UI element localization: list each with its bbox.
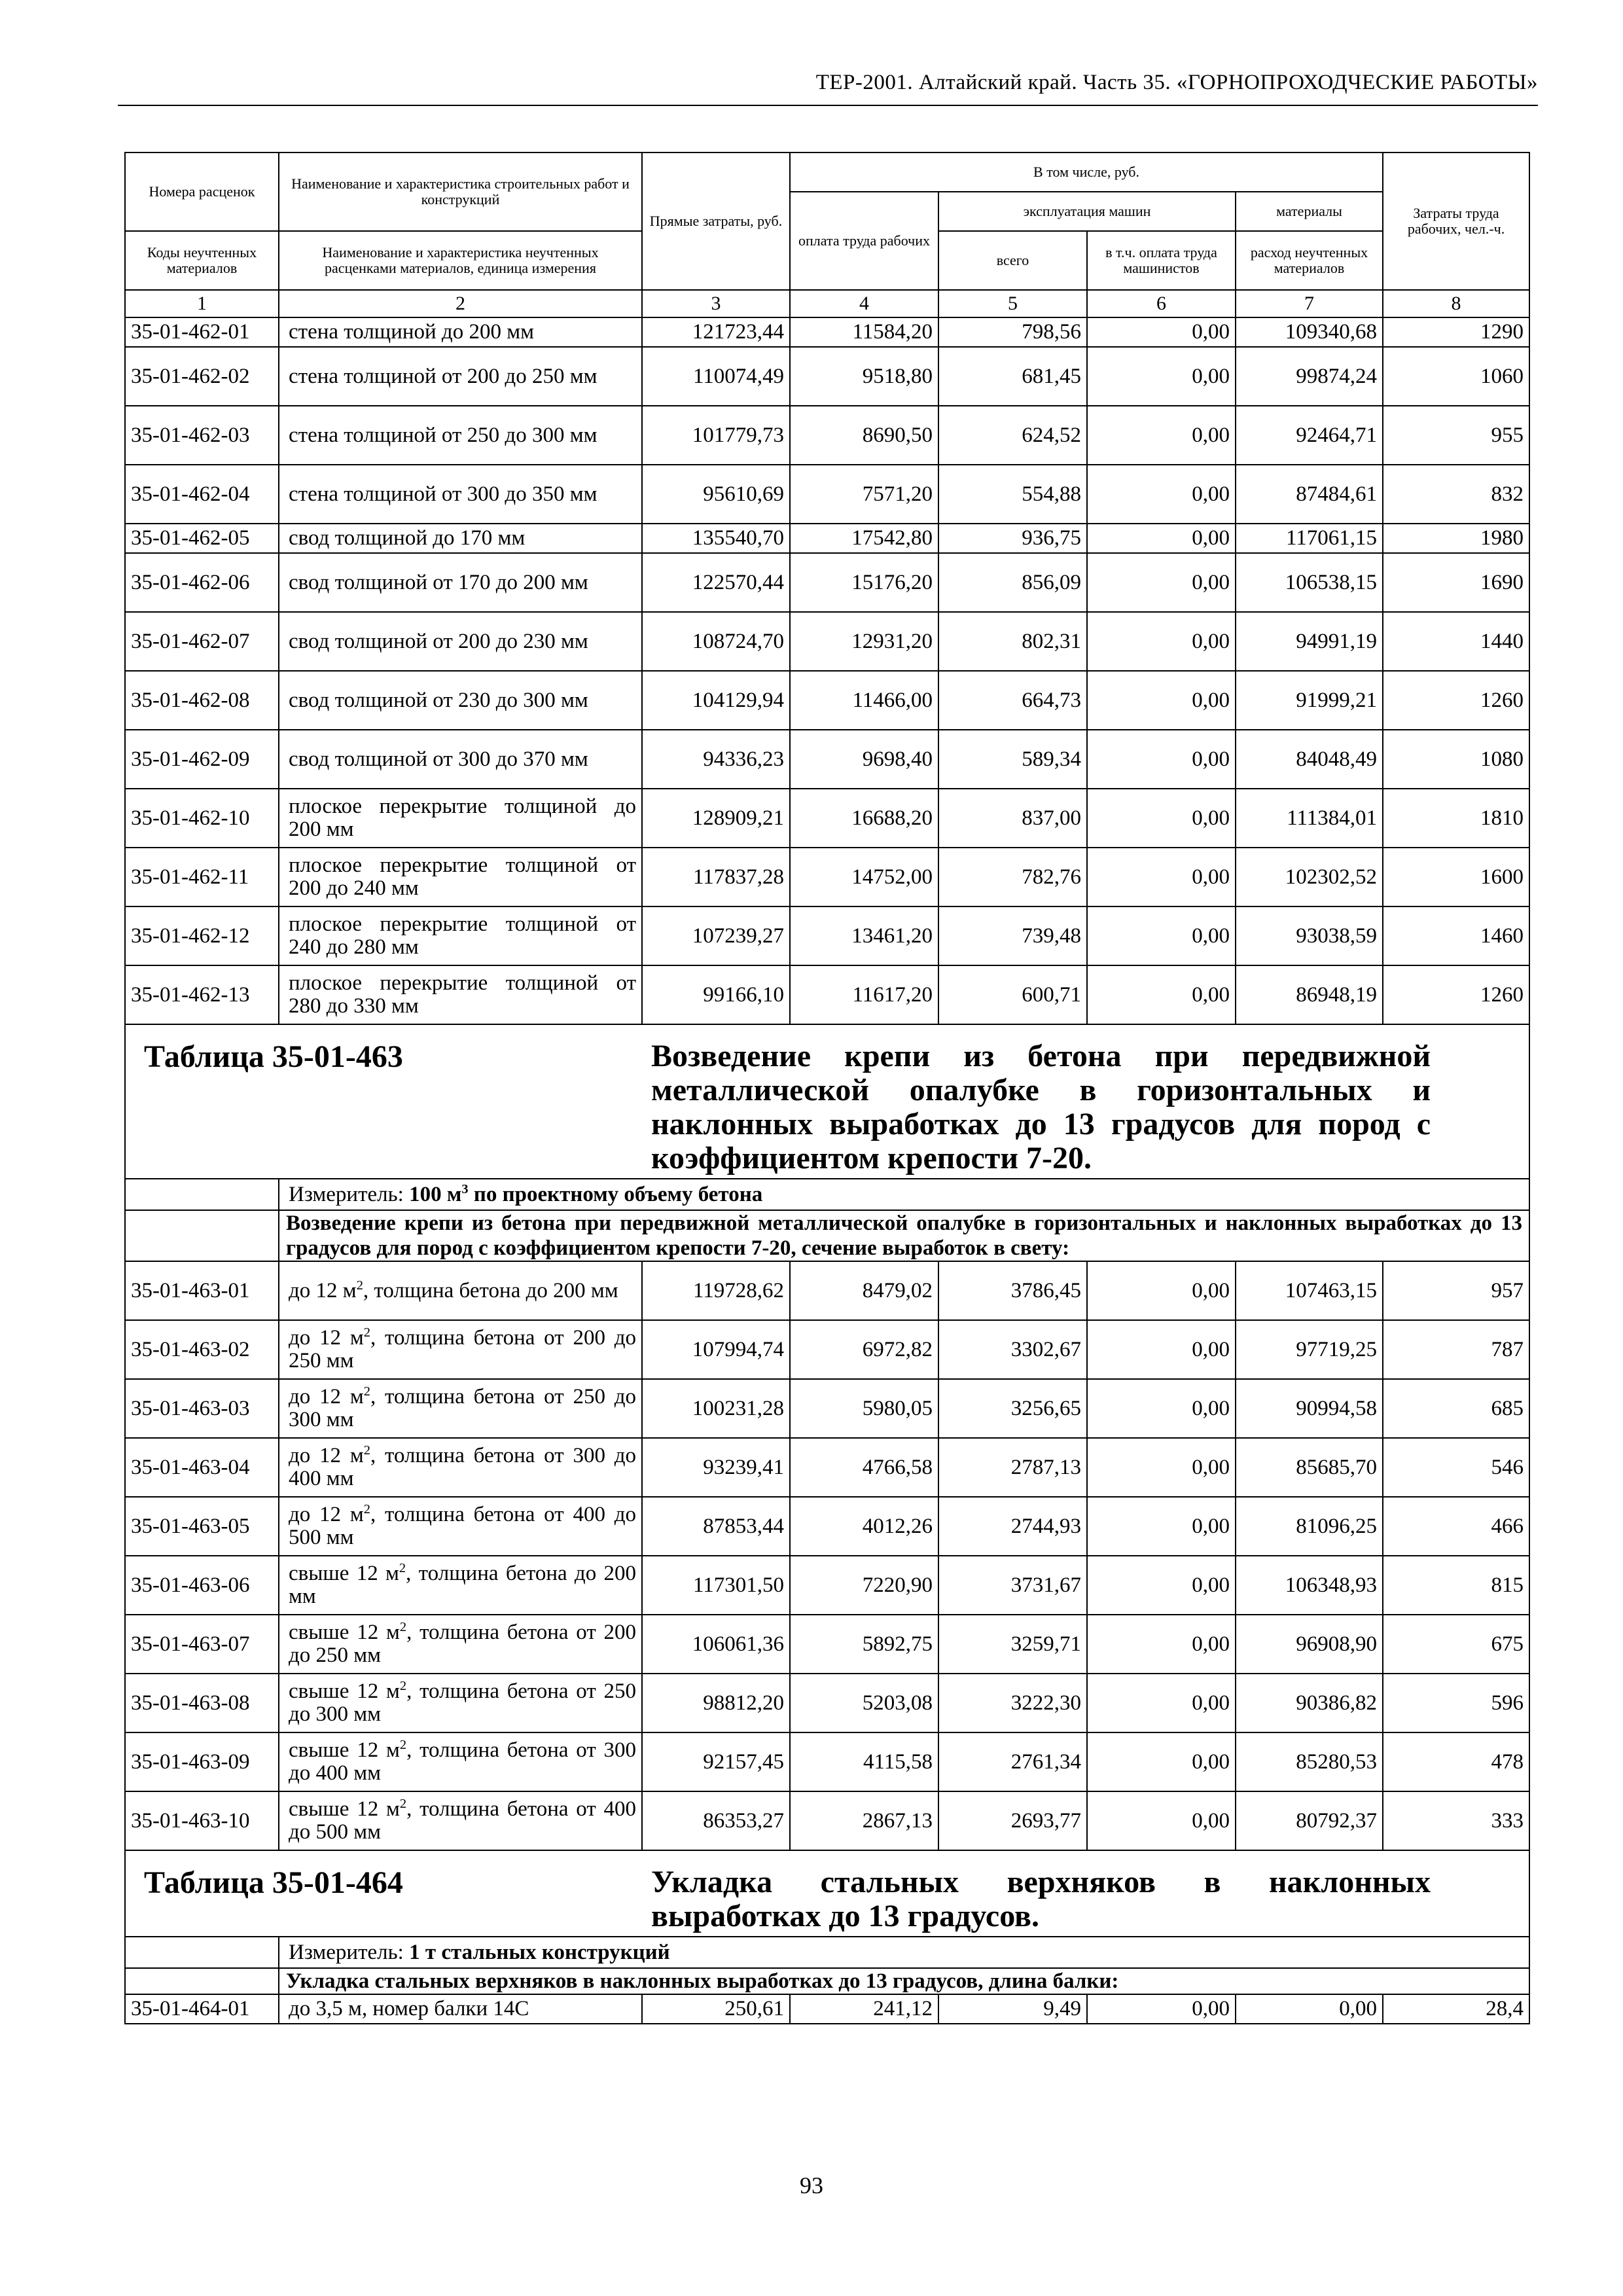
machines-cost: 681,45 (938, 347, 1087, 406)
machinists-cost: 0,00 (1087, 612, 1236, 671)
machines-cost: 739,48 (938, 906, 1087, 965)
machinists-cost: 0,00 (1087, 317, 1236, 347)
table-463-description: Возведение крепи из бетона при передвижной металлической опалубке в горизонтальных и наклонных выработках до 13 градусов для пород с коэффициентом крепости 7-20. (651, 1039, 1431, 1175)
machinists-cost: 0,00 (1087, 524, 1236, 553)
labor-cost: 1600 (1383, 848, 1529, 906)
table-row (125, 347, 1529, 406)
rate-name: свод толщиной от 300 до 370 мм (279, 730, 642, 789)
rate-name-part: , толщина бетона от 300 до 400 мм (289, 1444, 636, 1490)
rate-name: свод толщиной от 170 до 200 мм (279, 553, 642, 612)
rate-name-sup: 2 (363, 1384, 370, 1399)
machines-cost: 798,56 (938, 317, 1087, 347)
wages-cost: 11466,00 (790, 671, 938, 730)
machinists-cost: 0,00 (1087, 553, 1236, 612)
col-header-name2: Наименование и характеристика неучтенных расценками материалов, единица измерения (279, 231, 642, 290)
labor-cost: 466 (1383, 1497, 1529, 1556)
rate-name-part: , толщина бетона до 200 мм (363, 1278, 618, 1302)
direct-cost: 100231,28 (642, 1379, 790, 1438)
rate-code: 35-01-463-05 (125, 1497, 279, 1556)
table-row (125, 465, 1529, 524)
wages-cost: 4766,58 (790, 1438, 938, 1497)
col-header-materials: материалы (1236, 192, 1383, 231)
materials-cost: 106348,93 (1236, 1556, 1383, 1615)
col-header-labor: Затраты труда рабочих, чел.-ч. (1383, 152, 1529, 290)
rate-name-part: , толщина бетона от 400 до 500 мм (289, 1797, 636, 1844)
wages-cost: 9518,80 (790, 347, 938, 406)
direct-cost: 98812,20 (642, 1674, 790, 1732)
rate-code: 35-01-462-02 (125, 347, 279, 406)
materials-cost: 91999,21 (1236, 671, 1383, 730)
rate-name: стена толщиной от 300 до 350 мм (279, 465, 642, 524)
wages-cost: 7220,90 (790, 1556, 938, 1615)
table-463-meter-row (125, 1179, 1529, 1210)
wages-cost: 13461,20 (790, 906, 938, 965)
col-header-total: всего (938, 231, 1087, 290)
table-row (125, 406, 1529, 465)
materials-cost: 85685,70 (1236, 1438, 1383, 1497)
labor-cost: 787 (1383, 1320, 1529, 1379)
direct-cost: 93239,41 (642, 1438, 790, 1497)
table-row (125, 1791, 1529, 1850)
direct-cost: 86353,27 (642, 1791, 790, 1850)
rate-name-part: свыше 12 м (289, 1738, 400, 1762)
wages-cost: 4115,58 (790, 1732, 938, 1791)
wages-cost: 16688,20 (790, 789, 938, 848)
column-number: 3 (642, 290, 790, 317)
table-row (125, 671, 1529, 730)
header-rule (118, 105, 1538, 106)
rate-name-sup: 2 (356, 1278, 363, 1293)
rate-code: 35-01-462-08 (125, 671, 279, 730)
col-header-machines: эксплуатация машин (938, 192, 1236, 231)
column-number: 4 (790, 290, 938, 317)
machinists-cost: 0,00 (1087, 406, 1236, 465)
labor-cost: 1810 (1383, 789, 1529, 848)
machines-cost: 3222,30 (938, 1674, 1087, 1732)
direct-cost: 94336,23 (642, 730, 790, 789)
rate-name (279, 1732, 642, 1791)
labor-cost: 955 (1383, 406, 1529, 465)
table-row (125, 524, 1529, 553)
column-number: 7 (1236, 290, 1383, 317)
direct-cost: 92157,45 (642, 1732, 790, 1791)
rate-code: 35-01-462-03 (125, 406, 279, 465)
labor-cost: 333 (1383, 1791, 1529, 1850)
rate-name (279, 1438, 642, 1497)
table-464-meter (279, 1937, 1529, 1968)
wages-cost: 5980,05 (790, 1379, 938, 1438)
materials-cost: 117061,15 (1236, 524, 1383, 553)
direct-cost: 135540,70 (642, 524, 790, 553)
wages-cost: 17542,80 (790, 524, 938, 553)
rate-name: плоское перекрытие толщиной от 240 до 280 мм (279, 906, 642, 965)
machines-cost: 589,34 (938, 730, 1087, 789)
machinists-cost: 0,00 (1087, 1261, 1236, 1320)
rate-code: 35-01-462-04 (125, 465, 279, 524)
direct-cost: 108724,70 (642, 612, 790, 671)
machinists-cost: 0,00 (1087, 730, 1236, 789)
rate-name-part: , толщина бетона от 400 до 500 мм (289, 1503, 636, 1549)
wages-cost: 15176,20 (790, 553, 938, 612)
running-header: ТЕР-2001. Алтайский край. Часть 35. «ГОРНОПРОХОДЧЕСКИЕ РАБОТЫ» (815, 71, 1538, 94)
machines-cost: 2761,34 (938, 1732, 1087, 1791)
machines-cost: 936,75 (938, 524, 1087, 553)
column-numbers-row (125, 290, 1529, 317)
rate-name-sup: 2 (399, 1797, 407, 1811)
rate-name-sup: 2 (399, 1679, 407, 1693)
labor-cost: 1290 (1383, 317, 1529, 347)
machines-cost: 782,76 (938, 848, 1087, 906)
materials-cost: 99874,24 (1236, 347, 1383, 406)
materials-cost: 97719,25 (1236, 1320, 1383, 1379)
machinists-cost: 0,00 (1087, 347, 1236, 406)
labor-cost: 1060 (1383, 347, 1529, 406)
machinists-cost: 0,00 (1087, 671, 1236, 730)
meter-label: Измеритель: (289, 1940, 404, 1964)
direct-cost: 110074,49 (642, 347, 790, 406)
table-463-title: Таблица 35-01-463 (144, 1039, 403, 1074)
materials-cost: 90386,82 (1236, 1674, 1383, 1732)
machines-cost: 624,52 (938, 406, 1087, 465)
labor-cost: 832 (1383, 465, 1529, 524)
meter-label: Измеритель: (289, 1182, 404, 1206)
rate-code: 35-01-462-01 (125, 317, 279, 347)
materials-cost: 93038,59 (1236, 906, 1383, 965)
machines-cost: 3302,67 (938, 1320, 1087, 1379)
meter-value: 1 т стальных конструкций (409, 1940, 670, 1964)
labor-cost: 596 (1383, 1674, 1529, 1732)
machines-cost: 3259,71 (938, 1615, 1087, 1674)
direct-cost: 107239,27 (642, 906, 790, 965)
rate-name-sup: 2 (363, 1502, 370, 1516)
direct-cost: 104129,94 (642, 671, 790, 730)
rate-code: 35-01-463-02 (125, 1320, 279, 1379)
materials-cost: 87484,61 (1236, 465, 1383, 524)
machinists-cost: 0,00 (1087, 1791, 1236, 1850)
direct-cost: 119728,62 (642, 1261, 790, 1320)
labor-cost: 1460 (1383, 906, 1529, 965)
wages-cost: 12931,20 (790, 612, 938, 671)
direct-cost: 117301,50 (642, 1556, 790, 1615)
table-464-title: Таблица 35-01-464 (144, 1865, 403, 1900)
rate-code: 35-01-463-03 (125, 1379, 279, 1438)
machines-cost: 837,00 (938, 789, 1087, 848)
page-number: 93 (800, 2172, 823, 2198)
rate-name: свод толщиной от 230 до 300 мм (279, 671, 642, 730)
wages-cost: 4012,26 (790, 1497, 938, 1556)
rate-name-sup: 2 (399, 1738, 407, 1752)
direct-cost: 128909,21 (642, 789, 790, 848)
meter-value: 100 м (409, 1182, 462, 1206)
machinists-cost: 0,00 (1087, 789, 1236, 848)
materials-cost: 102302,52 (1236, 848, 1383, 906)
table-464-subheading: Укладка стальных верхняков в наклонных выработках до 13 градусов, длина балки: (279, 1968, 1529, 1994)
machines-cost: 3256,65 (938, 1379, 1087, 1438)
wages-cost: 11584,20 (790, 317, 938, 347)
rate-name-part: свыше 12 м (289, 1679, 400, 1703)
rate-name: плоское перекрытие толщиной до 200 мм (279, 789, 642, 848)
table-464-subheading-row (125, 1968, 1529, 1994)
materials-cost: 109340,68 (1236, 317, 1383, 347)
table-463-title-row (125, 1024, 1529, 1179)
rate-name-part: до 12 м (289, 1444, 364, 1467)
rate-name: плоское перекрытие толщиной от 200 до 240 мм (279, 848, 642, 906)
direct-cost: 250,61 (642, 1994, 790, 2024)
rate-code: 35-01-463-04 (125, 1438, 279, 1497)
column-number: 5 (938, 290, 1087, 317)
meter-rest: по проектному объему бетона (468, 1182, 763, 1206)
table-row (125, 1497, 1529, 1556)
machinists-cost: 0,00 (1087, 465, 1236, 524)
machinists-cost: 0,00 (1087, 965, 1236, 1024)
rate-name-sup: 2 (363, 1325, 370, 1340)
table-row (125, 1556, 1529, 1615)
rate-name-part: свыше 12 м (289, 1621, 400, 1644)
rate-code: 35-01-462-13 (125, 965, 279, 1024)
rate-name-sup: 2 (363, 1443, 370, 1458)
rate-name: стена толщиной до 200 мм (279, 317, 642, 347)
rate-name (279, 1556, 642, 1615)
table-row (125, 789, 1529, 848)
machinists-cost: 0,00 (1087, 1497, 1236, 1556)
direct-cost: 107994,74 (642, 1320, 790, 1379)
rate-name (279, 1615, 642, 1674)
machinists-cost: 0,00 (1087, 1994, 1236, 2024)
rate-name: стена толщиной от 200 до 250 мм (279, 347, 642, 406)
table-464-meter-row (125, 1937, 1529, 1968)
machinists-cost: 0,00 (1087, 906, 1236, 965)
table-row (125, 1674, 1529, 1732)
machines-cost: 3786,45 (938, 1261, 1087, 1320)
rate-name-sup: 2 (399, 1620, 407, 1634)
labor-cost: 685 (1383, 1379, 1529, 1438)
labor-cost: 478 (1383, 1732, 1529, 1791)
table-463-subheading: Возведение крепи из бетона при передвижной металлической опалубке в горизонтальных и наклонных выработках до 13 градусов для пород с коэффициентом крепости 7-20, сечение выработок в свету: (279, 1210, 1529, 1261)
table-463-subheading-row (125, 1210, 1529, 1261)
table-row (125, 1994, 1529, 2024)
rate-code: 35-01-462-11 (125, 848, 279, 906)
table-row (125, 848, 1529, 906)
rate-name (279, 1791, 642, 1850)
direct-cost: 99166,10 (642, 965, 790, 1024)
wages-cost: 7571,20 (790, 465, 938, 524)
wages-cost: 11617,20 (790, 965, 938, 1024)
materials-cost: 106538,15 (1236, 553, 1383, 612)
machines-cost: 600,71 (938, 965, 1087, 1024)
rate-name: стена толщиной от 250 до 300 мм (279, 406, 642, 465)
column-number: 6 (1087, 290, 1236, 317)
labor-cost: 1080 (1383, 730, 1529, 789)
labor-cost: 1980 (1383, 524, 1529, 553)
rate-code: 35-01-463-06 (125, 1556, 279, 1615)
machines-cost: 856,09 (938, 553, 1087, 612)
wages-cost: 2867,13 (790, 1791, 938, 1850)
materials-cost: 94991,19 (1236, 612, 1383, 671)
materials-cost: 0,00 (1236, 1994, 1383, 2024)
rate-code: 35-01-462-07 (125, 612, 279, 671)
rate-code: 35-01-462-10 (125, 789, 279, 848)
rate-code: 35-01-463-07 (125, 1615, 279, 1674)
rate-name-part: свыше 12 м (289, 1562, 399, 1585)
machinists-cost: 0,00 (1087, 1379, 1236, 1438)
rate-code: 35-01-463-01 (125, 1261, 279, 1320)
col-header-number: Номера расценок (125, 152, 279, 231)
rates-table (124, 152, 1530, 2024)
rate-code: 35-01-462-05 (125, 524, 279, 553)
rate-name: до 3,5 м, номер балки 14С (279, 1994, 642, 2024)
materials-cost: 107463,15 (1236, 1261, 1383, 1320)
table-row (125, 1732, 1529, 1791)
materials-cost: 96908,90 (1236, 1615, 1383, 1674)
rate-name (279, 1674, 642, 1732)
rate-name: свод толщиной до 170 мм (279, 524, 642, 553)
rate-name-part: до 12 м (289, 1385, 364, 1408)
labor-cost: 1690 (1383, 553, 1529, 612)
rate-name (279, 1261, 642, 1320)
wages-cost: 5203,08 (790, 1674, 938, 1732)
table-row (125, 1379, 1529, 1438)
rate-name-part: до 12 м (289, 1503, 364, 1526)
col-header-direct: Прямые затраты, руб. (642, 152, 790, 290)
rate-code: 35-01-463-10 (125, 1791, 279, 1850)
machinists-cost: 0,00 (1087, 1438, 1236, 1497)
wages-cost: 6972,82 (790, 1320, 938, 1379)
labor-cost: 675 (1383, 1615, 1529, 1674)
header-row-1 (125, 152, 1529, 192)
direct-cost: 101779,73 (642, 406, 790, 465)
labor-cost: 1260 (1383, 965, 1529, 1024)
rate-name-part: до 12 м (289, 1278, 357, 1302)
rate-name-part: , толщина бетона от 300 до 400 мм (289, 1738, 636, 1785)
rate-name: плоское перекрытие толщиной от 280 до 330 мм (279, 965, 642, 1024)
machines-cost: 664,73 (938, 671, 1087, 730)
labor-cost: 957 (1383, 1261, 1529, 1320)
column-number: 2 (279, 290, 642, 317)
rate-name-part: до 12 м (289, 1326, 364, 1350)
col-header-codes: Коды неучтенных материалов (125, 231, 279, 290)
column-number: 8 (1383, 290, 1529, 317)
rate-code: 35-01-462-09 (125, 730, 279, 789)
table-row (125, 1615, 1529, 1674)
table-row (125, 730, 1529, 789)
machines-cost: 3731,67 (938, 1556, 1087, 1615)
materials-cost: 84048,49 (1236, 730, 1383, 789)
direct-cost: 121723,44 (642, 317, 790, 347)
materials-cost: 86948,19 (1236, 965, 1383, 1024)
col-header-wages: оплата труда рабочих (790, 192, 938, 290)
rate-code: 35-01-463-08 (125, 1674, 279, 1732)
machines-cost: 2693,77 (938, 1791, 1087, 1850)
table-row (125, 1438, 1529, 1497)
col-header-including: В том числе, руб. (790, 152, 1383, 192)
machines-cost: 554,88 (938, 465, 1087, 524)
direct-cost: 87853,44 (642, 1497, 790, 1556)
wages-cost: 8690,50 (790, 406, 938, 465)
rate-code: 35-01-462-12 (125, 906, 279, 965)
rate-name (279, 1320, 642, 1379)
machinists-cost: 0,00 (1087, 1732, 1236, 1791)
meter-sup: 3 (461, 1181, 469, 1196)
column-number: 1 (125, 290, 279, 317)
materials-cost: 90994,58 (1236, 1379, 1383, 1438)
rate-name-sup: 2 (399, 1561, 406, 1575)
machinists-cost: 0,00 (1087, 848, 1236, 906)
labor-cost: 1440 (1383, 612, 1529, 671)
table-row (125, 317, 1529, 347)
wages-cost: 9698,40 (790, 730, 938, 789)
labor-cost: 1260 (1383, 671, 1529, 730)
table-row (125, 553, 1529, 612)
rate-name-part: , толщина бетона от 250 до 300 мм (289, 1679, 636, 1726)
machinists-cost: 0,00 (1087, 1615, 1236, 1674)
table-464-description: Укладка стальных верхняков в наклонных выработках до 13 градусов. (651, 1865, 1431, 1933)
labor-cost: 546 (1383, 1438, 1529, 1497)
direct-cost: 122570,44 (642, 553, 790, 612)
col-header-name: Наименование и характеристика строительных работ и конструкций (279, 152, 642, 231)
rate-name-part: , толщина бетона от 200 до 250 мм (289, 1621, 636, 1667)
labor-cost: 28,4 (1383, 1994, 1529, 2024)
machines-cost: 802,31 (938, 612, 1087, 671)
rate-code: 35-01-463-09 (125, 1732, 279, 1791)
table-row (125, 1320, 1529, 1379)
rate-name (279, 1497, 642, 1556)
table-464-title-row (125, 1850, 1529, 1937)
rate-code: 35-01-462-06 (125, 553, 279, 612)
rate-name: свод толщиной от 200 до 230 мм (279, 612, 642, 671)
rate-code: 35-01-464-01 (125, 1994, 279, 2024)
machines-cost: 9,49 (938, 1994, 1087, 2024)
table-row (125, 965, 1529, 1024)
machinists-cost: 0,00 (1087, 1320, 1236, 1379)
machines-cost: 2744,93 (938, 1497, 1087, 1556)
direct-cost: 117837,28 (642, 848, 790, 906)
table-row (125, 612, 1529, 671)
materials-cost: 81096,25 (1236, 1497, 1383, 1556)
materials-cost: 92464,71 (1236, 406, 1383, 465)
rate-name-part: , толщина бетона от 250 до 300 мм (289, 1385, 636, 1431)
col-header-machinists: в т.ч. оплата труда машинистов (1087, 231, 1236, 290)
wages-cost: 5892,75 (790, 1615, 938, 1674)
wages-cost: 14752,00 (790, 848, 938, 906)
rate-name-part: , толщина бетона до 200 мм (289, 1562, 637, 1608)
machinists-cost: 0,00 (1087, 1674, 1236, 1732)
materials-cost: 80792,37 (1236, 1791, 1383, 1850)
materials-cost: 111384,01 (1236, 789, 1383, 848)
machines-cost: 2787,13 (938, 1438, 1087, 1497)
table-row (125, 1261, 1529, 1320)
wages-cost: 241,12 (790, 1994, 938, 2024)
materials-cost: 85280,53 (1236, 1732, 1383, 1791)
rate-name-part: свыше 12 м (289, 1797, 400, 1821)
table-463-meter (279, 1179, 1529, 1210)
wages-cost: 8479,02 (790, 1261, 938, 1320)
direct-cost: 95610,69 (642, 465, 790, 524)
table-row (125, 906, 1529, 965)
rate-name-part: , толщина бетона от 200 до 250 мм (289, 1326, 636, 1372)
col-header-unaccounted: расход неучтенных материалов (1236, 231, 1383, 290)
direct-cost: 106061,36 (642, 1615, 790, 1674)
rate-name (279, 1379, 642, 1438)
rates-table-body (125, 152, 1529, 2024)
labor-cost: 815 (1383, 1556, 1529, 1615)
machinists-cost: 0,00 (1087, 1556, 1236, 1615)
